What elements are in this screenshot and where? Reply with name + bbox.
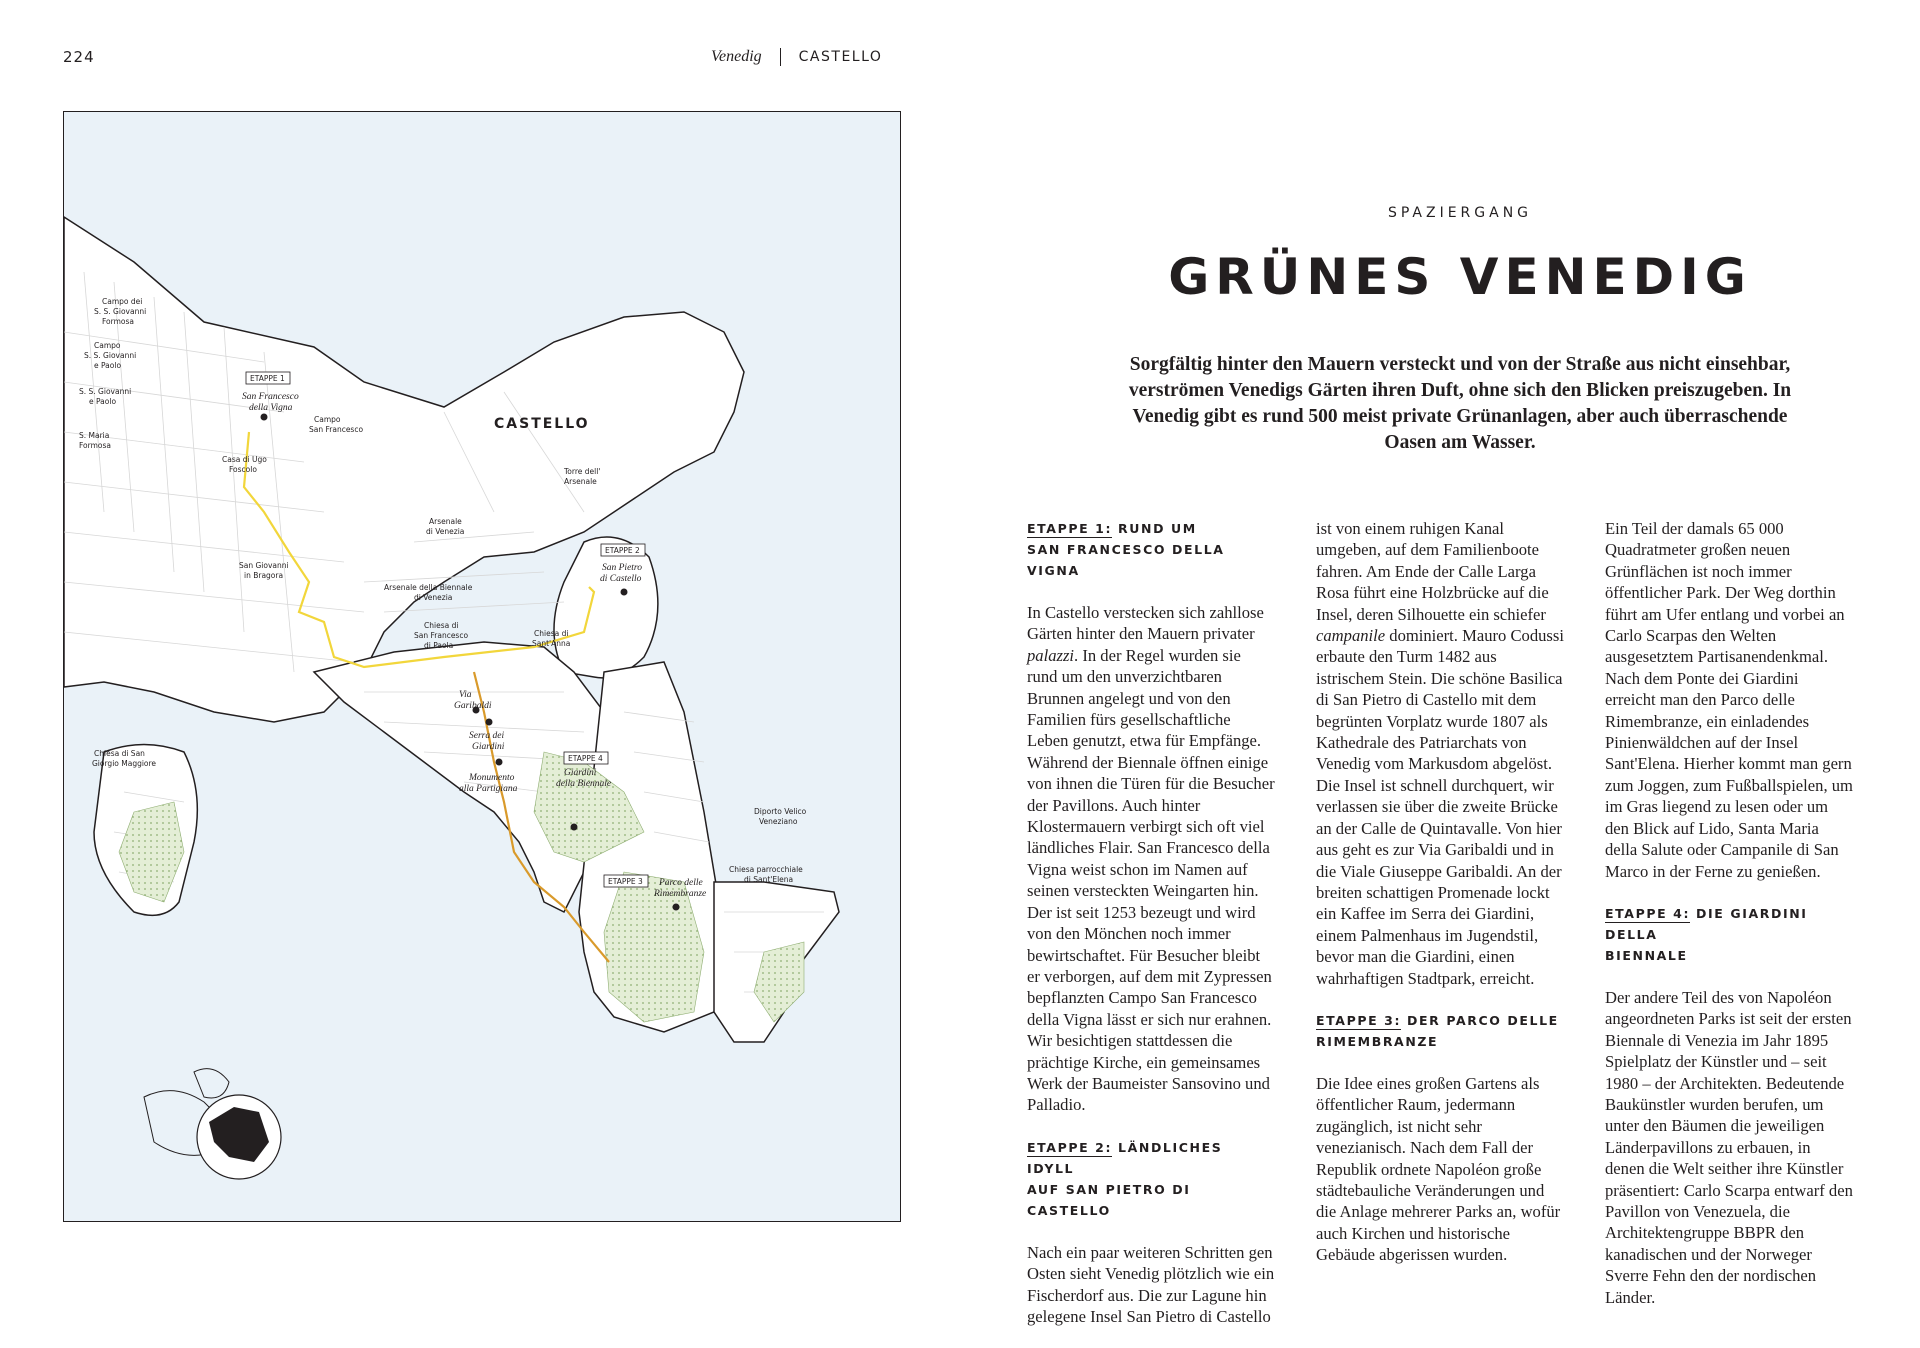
svg-text:Campo dei: Campo dei — [102, 297, 143, 306]
svg-text:ETAPPE 2: ETAPPE 2 — [605, 546, 640, 555]
svg-text:Formosa: Formosa — [79, 441, 111, 450]
running-head-divider — [780, 48, 781, 66]
svg-text:di Venezia: di Venezia — [426, 527, 465, 536]
svg-text:Monumento: Monumento — [469, 773, 515, 783]
svg-text:San Pietro: San Pietro — [602, 563, 643, 573]
svg-text:della Vigna: della Vigna — [249, 403, 293, 413]
map-svg — [64, 112, 902, 1223]
svg-text:S. Maria: S. Maria — [79, 431, 110, 440]
svg-text:Chiesa di: Chiesa di — [424, 621, 459, 630]
svg-text:alla Partigiana: alla Partigiana — [459, 784, 518, 794]
svg-text:ETAPPE 1: ETAPPE 1 — [250, 374, 285, 383]
svg-text:Campo: Campo — [314, 415, 341, 424]
etappe-1-heading: ETAPPE 1: RUND UM SAN FRANCESCO DELLA VIGNA — [1027, 521, 1225, 578]
running-head — [711, 48, 882, 66]
etappe-2-text-continued: ist von einem ruhigen Kanal umgeben, auf dem Familienboote fahren. Am Ende der Calle Larga Rosa führt eine Holzbrücke auf die Insel, deren Silhouette ein schiefer campanile dominiert. Mauro Codussi erbaute den Turm 1482 aus istrischem Stein. Die schöne Basilica di San Pietro di Castello mit dem begrünten Vorplatz wurde 1807 als Kathedrale des Patriarchats von Venedig vom Markusdom abgelöst. Die Insel ist schnell durchquert, wir verlassen sie über die zweite Brücke an der Calle de Quintavalle. Von hier aus geht es zur Via Garibaldi und in die Viale Giuseppe Garibaldi. An der breiten schattigen Promenade lockt ein Kaffee im Serra dei Giardini, einem Palmenhaus im Jugendstil, bevor man die Giardini, einen wahrhaftigen Stadtpark, erreicht. — [1316, 519, 1564, 988]
etappe-2-text-start: Nach ein paar weiteren Schritten gen Osten sieht Venedig plötzlich wie ein Fischerdorf aus. Die zur Lagune hin gelegene Insel San Pietro di Castello — [1027, 1242, 1275, 1326]
svg-text:Casa di Ugo: Casa di Ugo — [222, 455, 267, 464]
svg-text:e Paolo: e Paolo — [89, 397, 117, 406]
svg-text:di Castello: di Castello — [600, 574, 642, 584]
article-kicker: SPAZIERGANG — [1387, 205, 1533, 221]
svg-text:Diporto Velico: Diporto Velico — [754, 807, 807, 816]
svg-text:Sant'Anna: Sant'Anna — [532, 639, 571, 648]
svg-text:Giardini: Giardini — [564, 768, 597, 778]
walking-map — [63, 111, 901, 1222]
svg-text:Giardini: Giardini — [472, 742, 505, 752]
svg-text:ETAPPE 4: ETAPPE 4 — [568, 754, 603, 763]
svg-text:Arsenale: Arsenale — [429, 517, 462, 526]
svg-text:Torre dell': Torre dell' — [564, 467, 601, 476]
etappe-3-text-continued: Ein Teil der damals 65 000 Quadratmeter großen neuen Grünflächen ist noch immer öffentlicher Park. Der Weg dorthin führt am Ufer entlang und vorbei an Carlo Scarpas den Welten ausgesetztem Partisanendenkmal. Nach dem Ponte dei Giardini erreicht man den Parco delle Rimembranze, ein einladendes Pinienwäldchen auf der Insel Sant'Elena. Hierher kommt man gern zum Joggen, zum Fußballspielen, um im Gras liegend zu lesen oder um den Blick auf Lido, Santa Maria della Salute oder Campanile di San Marco in der Ferne zu genießen. — [1605, 519, 1853, 881]
svg-text:San Francesco: San Francesco — [414, 631, 469, 640]
svg-text:San Francesco: San Francesco — [309, 425, 364, 434]
etappe-2-heading: ETAPPE 2: LÄNDLICHES IDYLL AUF SAN PIETRO DI CASTELLO — [1027, 1139, 1223, 1218]
etappe-4-heading: ETAPPE 4: DIE GIARDINI DELLA BIENNALE — [1605, 905, 1808, 963]
svg-text:in Bragora: in Bragora — [244, 571, 284, 580]
page-number: 224 — [63, 48, 95, 66]
running-head-city: Venedig — [711, 48, 762, 65]
svg-text:di Sant'Elena: di Sant'Elena — [744, 875, 794, 884]
svg-text:San Giovanni: San Giovanni — [239, 561, 289, 570]
svg-text:Serra dei: Serra dei — [469, 731, 505, 741]
svg-text:Rimembranze: Rimembranze — [654, 889, 707, 899]
svg-text:San Francesco: San Francesco — [242, 392, 299, 402]
svg-text:Chiesa di: Chiesa di — [534, 629, 569, 638]
svg-text:Parco delle: Parco delle — [659, 878, 703, 888]
svg-text:e Paolo: e Paolo — [94, 361, 122, 370]
svg-text:Campo: Campo — [94, 341, 121, 350]
svg-text:di Paola: di Paola — [424, 641, 454, 650]
svg-text:Formosa: Formosa — [102, 317, 134, 326]
svg-text:ETAPPE 3: ETAPPE 3 — [608, 877, 643, 886]
etappe-1-text: In Castello verstecken sich zahllose Gärten hinter den Mauern privater palazzi. In der Regel wurden sie rund um den unverzichtbaren Brunnen angelegt und von den Familien fürs gesellschaftliche Leben genutzt, etwa für Empfänge. Während der Biennale öffnen einige von ihnen die Türen für die Besucher der Pavillons. Auch hinter Klostermauern verbirgt sich oft viel ländliches Flair. San Francesco della Vigna weist schon im Namen auf seinen versteckten Weingarten hin. Der ist seit 1253 bezeugt und wird von den Mönchen noch immer bewirtschaftet. Für Besucher bleibt er verborgen, auf dem mit Zypressen bepflanzten Campo San Francesco della Vigna lässt er sich nur erahnen. Wir besichtigen stattdessen die prächtige Kirche, ein gemeinsames Werk der Baumeister Sansovino und Palladio. — [1027, 603, 1275, 1115]
svg-text:S. S. Giovanni: S. S. Giovanni — [94, 307, 147, 316]
svg-text:CASTELLO: CASTELLO — [494, 416, 590, 432]
svg-text:S. S. Giovanni: S. S. Giovanni — [84, 351, 137, 360]
etappe-4-text: Der andere Teil des von Napoléon angeordneten Parks ist seit der ersten Biennale di Venezia im Jahr 1895 Spielplatz der Künstler und – seit 1980 – der Architekten. Bedeutende Baukünstler wurden berufen, um unter den Bäumen die jeweiligen Länderpavillons zu erbauen, in denen die Welt seither ihre Künstler präsentiert: Carlo Scarpa entwarf den Pavillon von Venezuela, die Architektengruppe BBPR den kanadischen und der Norweger Sverre Fehn den der nordischen Länder. — [1605, 987, 1853, 1307]
text-column-2 — [1316, 518, 1564, 1287]
svg-text:Arsenale: Arsenale — [564, 477, 597, 486]
article-title: GRÜNES VENEDIG — [1168, 248, 1752, 306]
svg-text:Garibaldi: Garibaldi — [454, 701, 492, 711]
running-head-district: CASTELLO — [798, 49, 883, 65]
svg-text:Arsenale della Biennale: Arsenale della Biennale — [384, 583, 473, 592]
locator-inset — [144, 1069, 281, 1179]
svg-text:S. S. Giovanni: S. S. Giovanni — [79, 387, 132, 396]
svg-text:Chiesa parrocchiale: Chiesa parrocchiale — [729, 865, 803, 874]
svg-text:Veneziano: Veneziano — [759, 817, 798, 826]
etappe-3-heading: ETAPPE 3: DER PARCO DELLE RIMEMBRANZE — [1316, 1012, 1559, 1049]
svg-text:della Biennale: della Biennale — [556, 779, 612, 789]
svg-text:Giorgio Maggiore: Giorgio Maggiore — [92, 759, 157, 768]
etappe-3-text-start: Die Idee eines großen Gartens als öffentlicher Raum, jedermann zugänglich, ist nicht sehr venezianisch. Nach dem Fall der Republik ordnete Napoléon große städtebauliche Veränderungen und die Anlage mehrerer Parks an, wofür auch Kirchen und historische Gebäude abgerissen wurden. — [1316, 1073, 1561, 1265]
svg-text:Via: Via — [459, 690, 472, 700]
svg-text:Chiesa di San: Chiesa di San — [94, 749, 145, 758]
svg-text:Foscolo: Foscolo — [229, 465, 257, 474]
svg-text:di Venezia: di Venezia — [414, 593, 453, 602]
text-column-1 — [1027, 518, 1275, 1348]
article-lead: Sorgfältig hinter den Mauern versteckt und von der Straße aus nicht einsehbar, verströmen Venedigs Gärten ihren Duft, ohne sich den Blicken preiszugeben. In Venedig gibt es rund 500 meist private Grünanlagen, aber auch überraschende Oasen am Wasser. — [1128, 354, 1792, 453]
text-column-3 — [1605, 518, 1853, 1329]
san-pietro-island — [554, 537, 658, 678]
